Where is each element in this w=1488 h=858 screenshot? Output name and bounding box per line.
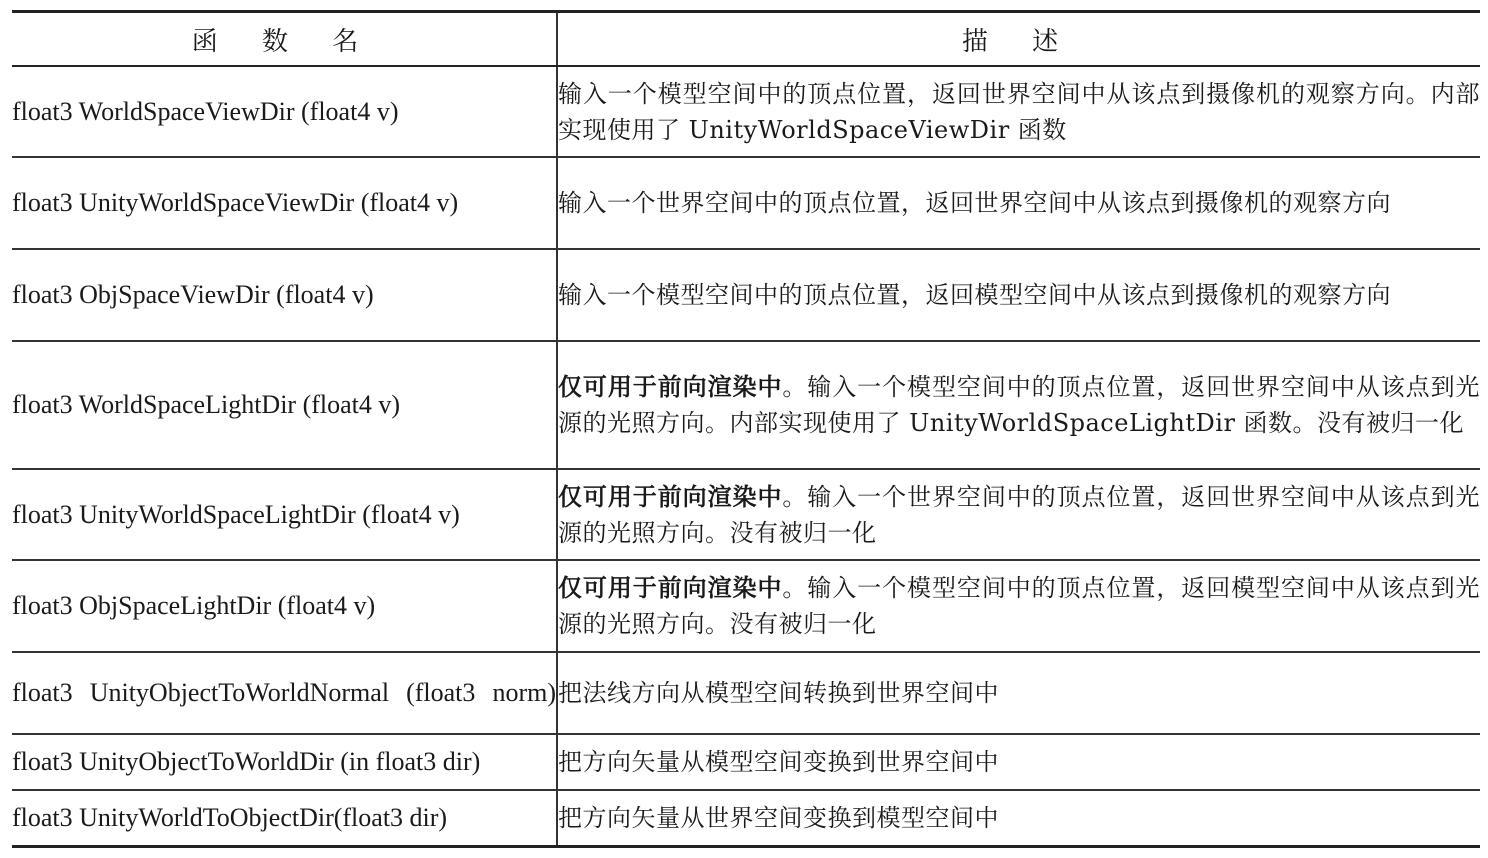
table-row [12,469,1480,560]
function-description [557,66,1480,157]
description-text: 。输入一个模型空间中的顶点位置，返回模型空间中从该点到光源的光照方向。没有被归一化 [558,574,1480,638]
header-description: 描 述 [557,12,1480,67]
table-header-row [12,12,1480,67]
table-row [12,249,1480,341]
function-description [557,652,1480,734]
function-description [557,341,1480,469]
table-row [12,66,1480,157]
function-description [557,560,1480,652]
table-row [12,734,1480,790]
function-description [557,469,1480,560]
description-text: 输入一个模型空间中的顶点位置，返回模型空间中从该点到摄像机的观察方向 [558,281,1391,309]
function-name: float3 UnityObjectToWorldDir (in float3 dir) [12,734,557,790]
function-name: float3 WorldSpaceLightDir (float4 v) [12,341,557,469]
description-text: 输入一个模型空间中的顶点位置，返回世界空间中从该点到摄像机的观察方向。内部实现使用了 UnityWorldSpaceViewDir 函数 [558,79,1480,144]
description-text: 。输入一个模型空间中的顶点位置，返回世界空间中从该点到光源的光照方向。内部实现使用了 UnityWorldSpaceLightDir 函数。没有被归一化 [558,373,1480,437]
function-name: float3 UnityWorldSpaceLightDir (float4 v) [12,469,557,560]
description-text: 把方向矢量从模型空间变换到世界空间中 [558,748,999,776]
table-row [12,157,1480,249]
function-name: float3 UnityObjectToWorldNormal (float3 norm) [12,652,557,734]
description-text: 把法线方向从模型空间转换到世界空间中 [558,679,999,707]
function-description [557,249,1480,341]
function-name: float3 ObjSpaceLightDir (float4 v) [12,560,557,652]
function-name: float3 UnityWorldSpaceViewDir (float4 v) [12,157,557,249]
description-text: 输入一个世界空间中的顶点位置，返回世界空间中从该点到摄像机的观察方向 [558,189,1391,217]
function-name: float3 UnityWorldToObjectDir(float3 dir) [12,790,557,847]
function-description [557,790,1480,847]
table-row [12,652,1480,734]
table-row [12,790,1480,847]
table-row [12,560,1480,652]
description-text: 。输入一个世界空间中的顶点位置，返回世界空间中从该点到光源的光照方向。没有被归一化 [558,482,1480,547]
function-name: float3 ObjSpaceViewDir (float4 v) [12,249,557,341]
description-emphasis: 仅可用于前向渲染中 [558,482,783,511]
table-row [12,341,1480,469]
function-description [557,157,1480,249]
header-function-name: 函 数 名 [12,12,557,67]
description-emphasis: 仅可用于前向渲染中 [558,574,783,602]
description-emphasis: 仅可用于前向渲染中 [558,373,783,401]
description-text: 把方向矢量从世界空间变换到模型空间中 [558,804,999,832]
function-table [12,10,1480,848]
function-name: float3 WorldSpaceViewDir (float4 v) [12,66,557,157]
function-description [557,734,1480,790]
